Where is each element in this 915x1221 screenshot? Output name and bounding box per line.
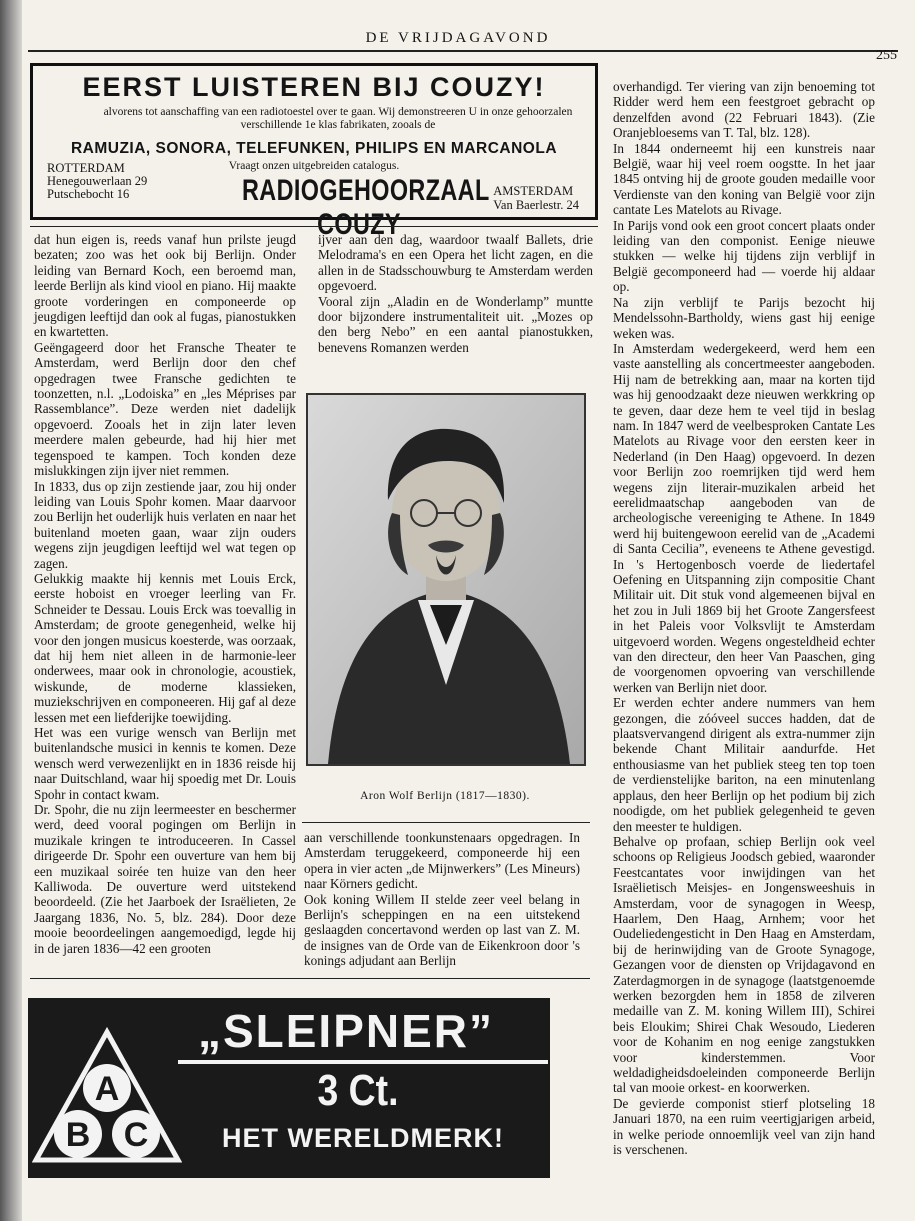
paragraph: Na zijn verblijf te Parijs bezocht hij Mendelssohn-Bartholdy, wiens gast hij eenige weken was. [613,294,875,341]
ad-sleipner [28,998,550,1178]
ad-couzy-rotterdam-address [47,162,147,201]
page-edge-shadow [0,0,22,1221]
masthead: DE VRIJDAGAVOND [365,30,551,46]
ad-couzy-left-addr1: Henegouwerlaan 29 [47,174,148,188]
ad-couzy-right-city: AMSTERDAM [493,184,574,198]
paragraph: overhandigd. Ter viering van zijn benoeming tot Ridder werd hem een feestgroet gebracht op denzelfden avond (22 Februari 1843). (Zie Oranjebloesems van T. Tal, blz. 128). [613,79,875,141]
paragraph: Vooral zijn „Aladin en de Wonderlamp” muntte door bijzondere instrumentaliteit uit. „Mozes op den berg Nebo” en een aantal pianostukken, benevens Romanzen werden [318,293,593,355]
page-number: 255 [876,48,897,63]
column-2-bottom [304,830,580,969]
paragraph: aan verschillende toonkunstenaars opgedragen. In Amsterdam teruggekeerd, componeerde hij een opera in vier acten „de Mijnwerkers” (Les Mineurs) naar Körners gedicht. [304,830,580,892]
ad-couzy-right-addr: Van Baerlestr. 24 [493,198,579,212]
ad-sleipner-underline [178,1060,548,1064]
ad-couzy-left-addr2: Putschebocht 16 [47,187,130,201]
ad-couzy-name: RADIOGEHOORZAAL COUZY [242,174,490,241]
ad-couzy-headline: EERST LUISTEREN BIJ COUZY! [82,72,546,102]
ad-couzy-catalog: Vraagt onzen uitgebreiden catalogus. [228,160,400,172]
paragraph: In Amsterdam wedergekeerd, werd hem een vaste aanstelling als concertmeester aangeboden. Hij nam de betrekking aan, maar na korten tijd was hij genoodzaakt deze nieuwen werkkring op te geven, daar deze hem te veel tijd in beslag nam. In 1847 werd de veelbesproken Cantate Les Matelots au Rivage voor den eersten keer in Nederland (in Den Haag) opgevoerd. In dezen voor Berlijn zoo roemrijken tijd werd hem wegens zijn literair-muzikalen arbeid het eerelidmaatschap aangeboden van de archeologische vereeniging te Athene. In 1849 werd hij buitengewoon eerelid van de „Academi di Santa Cecilia”, eveneens te Athene gevestigd. In 's Hertogenbosch voerde de liedertafel Oefening en Uitspanning zijn compositie Chant Militair uit. Dit stuk vond algemeenen bijval en het zou in Juli 1869 bij het Groote Zangersfeest in het Paleis voor Volksvlijt te Amsterdam uitgevoerd worden. Wegens ongesteldheid echter van den directeur, den heer Van Paaschen, ging de voorgenomen opvoering van verschillende werken van Berlijn niet door. [613,340,875,695]
column-3 [613,79,875,1157]
paragraph: In 1844 onderneemt hij een kunstreis naar België, waar hij veel roem oogstte. In het jaar 1845 ontving hij de groote gouden medaille voor Verdienste van den koning van België voor zijn cantate Les Matelots au Rivage. [613,140,875,218]
paragraph: dat hun eigen is, reeds vanaf hun prilste jeugd bezaten; zoo was het ook bij Berlijn. Onder leiding van Bernard Koch, een beroemd man, leerde Berlijn als kind viool en piano. Hij maakte groote vorderingen en componeerde op jeugdigen leeftijd dan ook al fugas, pianostukken en kwartetten. [34,232,296,340]
ad-sleipner-price: 3 Ct. [317,1066,399,1115]
ad-couzy-left-city: ROTTERDAM [47,161,125,175]
paragraph: Ook koning Willem II stelde zeer veel belang in Berlijn's scheppingen en na een uitstekend geslaagden concertavond werden op last van Z. M. de insignes van de Orde van de Eikenkroon door 's konings adjudant aan Berlijn [304,891,580,969]
paragraph: Het was een vurige wensch van Berlijn met buitenlandsche musici in kennis te komen. Deze wensch werd verwezenlijkt en in 1836 reisde hij naar Duitschland, waar hij spoedig met Dr. Louis Spohr in contact kwam. [34,725,296,802]
paragraph: In Parijs vond ook een groot concert plaats onder leiding van den componist. Eenige nieuwe stukken — welke hij tijdens zijn verblijf in België gecomponeerd had — voerde hij aldaar op. [613,217,875,295]
paragraph: Geëngageerd door het Fransche Theater te Amsterdam, werd Berlijn door den chef opgedragen twee Fransche gedichten te toonzetten, n.l. „Lodoiska” en „les Méprises par Rassemblance”. Deze werden niet dadelijk opgevoerd. Zooals het in zijn later leven meerdere malen gebeurde, had hij hier met tegenspoed te kampen. Toch konden deze mislukkingen zijn ijver niet remmen. [34,339,296,479]
logo-letter-a: A [94,1070,120,1108]
ad-couzy-amsterdam-address [493,184,579,212]
portrait-engraving [306,393,586,766]
paragraph: Er werden echter andere nummers van hem gezongen, die zóóveel succes hadden, dat de plaatsvervangend dirigent als extra-nummer zijn bekende Chant Militair aandurfde. Het enthousiasme van het publiek steeg ten top toen de verdienstelijke bariton, na een minutenlang applaus, den heer Berlijn op het podium bij zich noodigde, om het publiek gelegenheid te geven den meester te huldigen. [613,695,875,834]
portrait-figure [308,395,584,764]
ad-couzy-intro: alvorens tot aanschaffing van een radiotoestel over te gaan. Wij demonstreeren U in onze gehoorzalen verschillende 1e klas fabrikaten, zooals de [103,106,573,131]
ad-divider [30,226,598,227]
bottom-divider [30,978,590,979]
caption-divider [302,822,590,823]
ad-sleipner-name: „SLEIPNER” [197,1005,495,1057]
masthead-rule [28,50,898,52]
paragraph: Dr. Spohr, die nu zijn leermeester en beschermer werd, deed vooral pogingen om Berlijn in muzikale kringen te introduceeren. In Cassel dirigeerde Dr. Spohr een ouverture van hem bij een muzikaal soirée ten huize van den heer Kalliwoda. De ouverture werd uitstekend beoordeeld. (Zie het Jaarboek der Israëlieten, 2e Jaargang 1836, No. 5, blz. 284). Door deze mooie beoordeelingen aangemoedigd, legde hij in de jaren 1836—42 een grooten [34,802,296,956]
ad-couzy-brands: RAMUZIA, SONORA, TELEFUNKEN, PHILIPS EN MARCANOLA [70,140,558,157]
column-1 [34,232,296,956]
paragraph: In 1833, dus op zijn zestiende jaar, zou hij onder leiding van Louis Spohr komen. Maar daarvoor zou Berlijn het ouderlijk huis verlaten en naar het buitenland moeten gaan, waar zijn ouders wegens zijn jeugdigen leeftijd wel wat tegen op zagen. [34,478,296,571]
logo-letter-b: B [65,1116,91,1154]
logo-letter-c: C [123,1116,149,1154]
paragraph: Behalve op profaan, schiep Berlijn ook veel schoons op Religieus Joodsch gebied, waaronder Feestcantates voor inwijdingen van het Israëlietisch Meisjes- en Jongensweeshuis in Amsterdam, voor de synagogen in Weesp, Haarlem, Den Haag, Arnhem; voor het Oudeliedengesticht in Den Haag en Amsterdam, bij de herinwijding van de Groote Synagoge, Gezangen voor de diensten op Vrijdagavond en Zaterdagmorgen in de synagoge (laatstgenoemde werken bezorgden hem in 1858 de zilveren medaille van Z. M. koning Willem III), Schirei beis Eloukim; Shirei Chak Wesoudo, Liederen voor de Kohanim en nog eenige zangstukken voor kinderstemmen. Voor weldadigheidsdoeleinden componeerde Berlijn tal van mooie orkest- en koorwerken. [613,833,875,1096]
ad-couzy [30,63,598,241]
portrait-caption: Aron Wolf Berlijn (1817—1830). [360,790,530,802]
paragraph: ijver aan den dag, waardoor twaalf Ballets, drie Melodrama's en een Opera het licht zagen, en die allen in de Stadsschouwburg te Amsterdam werden opgevoerd. [318,232,593,294]
ad-sleipner-slogan: HET WERELDMERK! [222,1123,504,1153]
paragraph: Gelukkig maakte hij kennis met Louis Erck, eerste hoboist en vroeger leerling van Fr. Schneider te Dessau. Louis Erck was toevallig in Amsterdam; de groote genegenheid, welke hij voor den jongen musicus koesterde, was oorzaak, dat hij hem niet alleen in de harmonie-leer onderwees, maar ook in chronologie, acoustiek, wiskunde, de moderne klassieken, muziekschrijven en componeeren. Hij gaf al deze lessen met een liefderijke toewijding. [34,570,296,725]
column-2-top [318,232,593,355]
paragraph: De gevierde componist stierf plotseling 18 Januari 1870, na een ruim veertigjarigen arbeid, in welke periode onnoemlijk veel van zijn hand is verschenen. [613,1095,875,1158]
